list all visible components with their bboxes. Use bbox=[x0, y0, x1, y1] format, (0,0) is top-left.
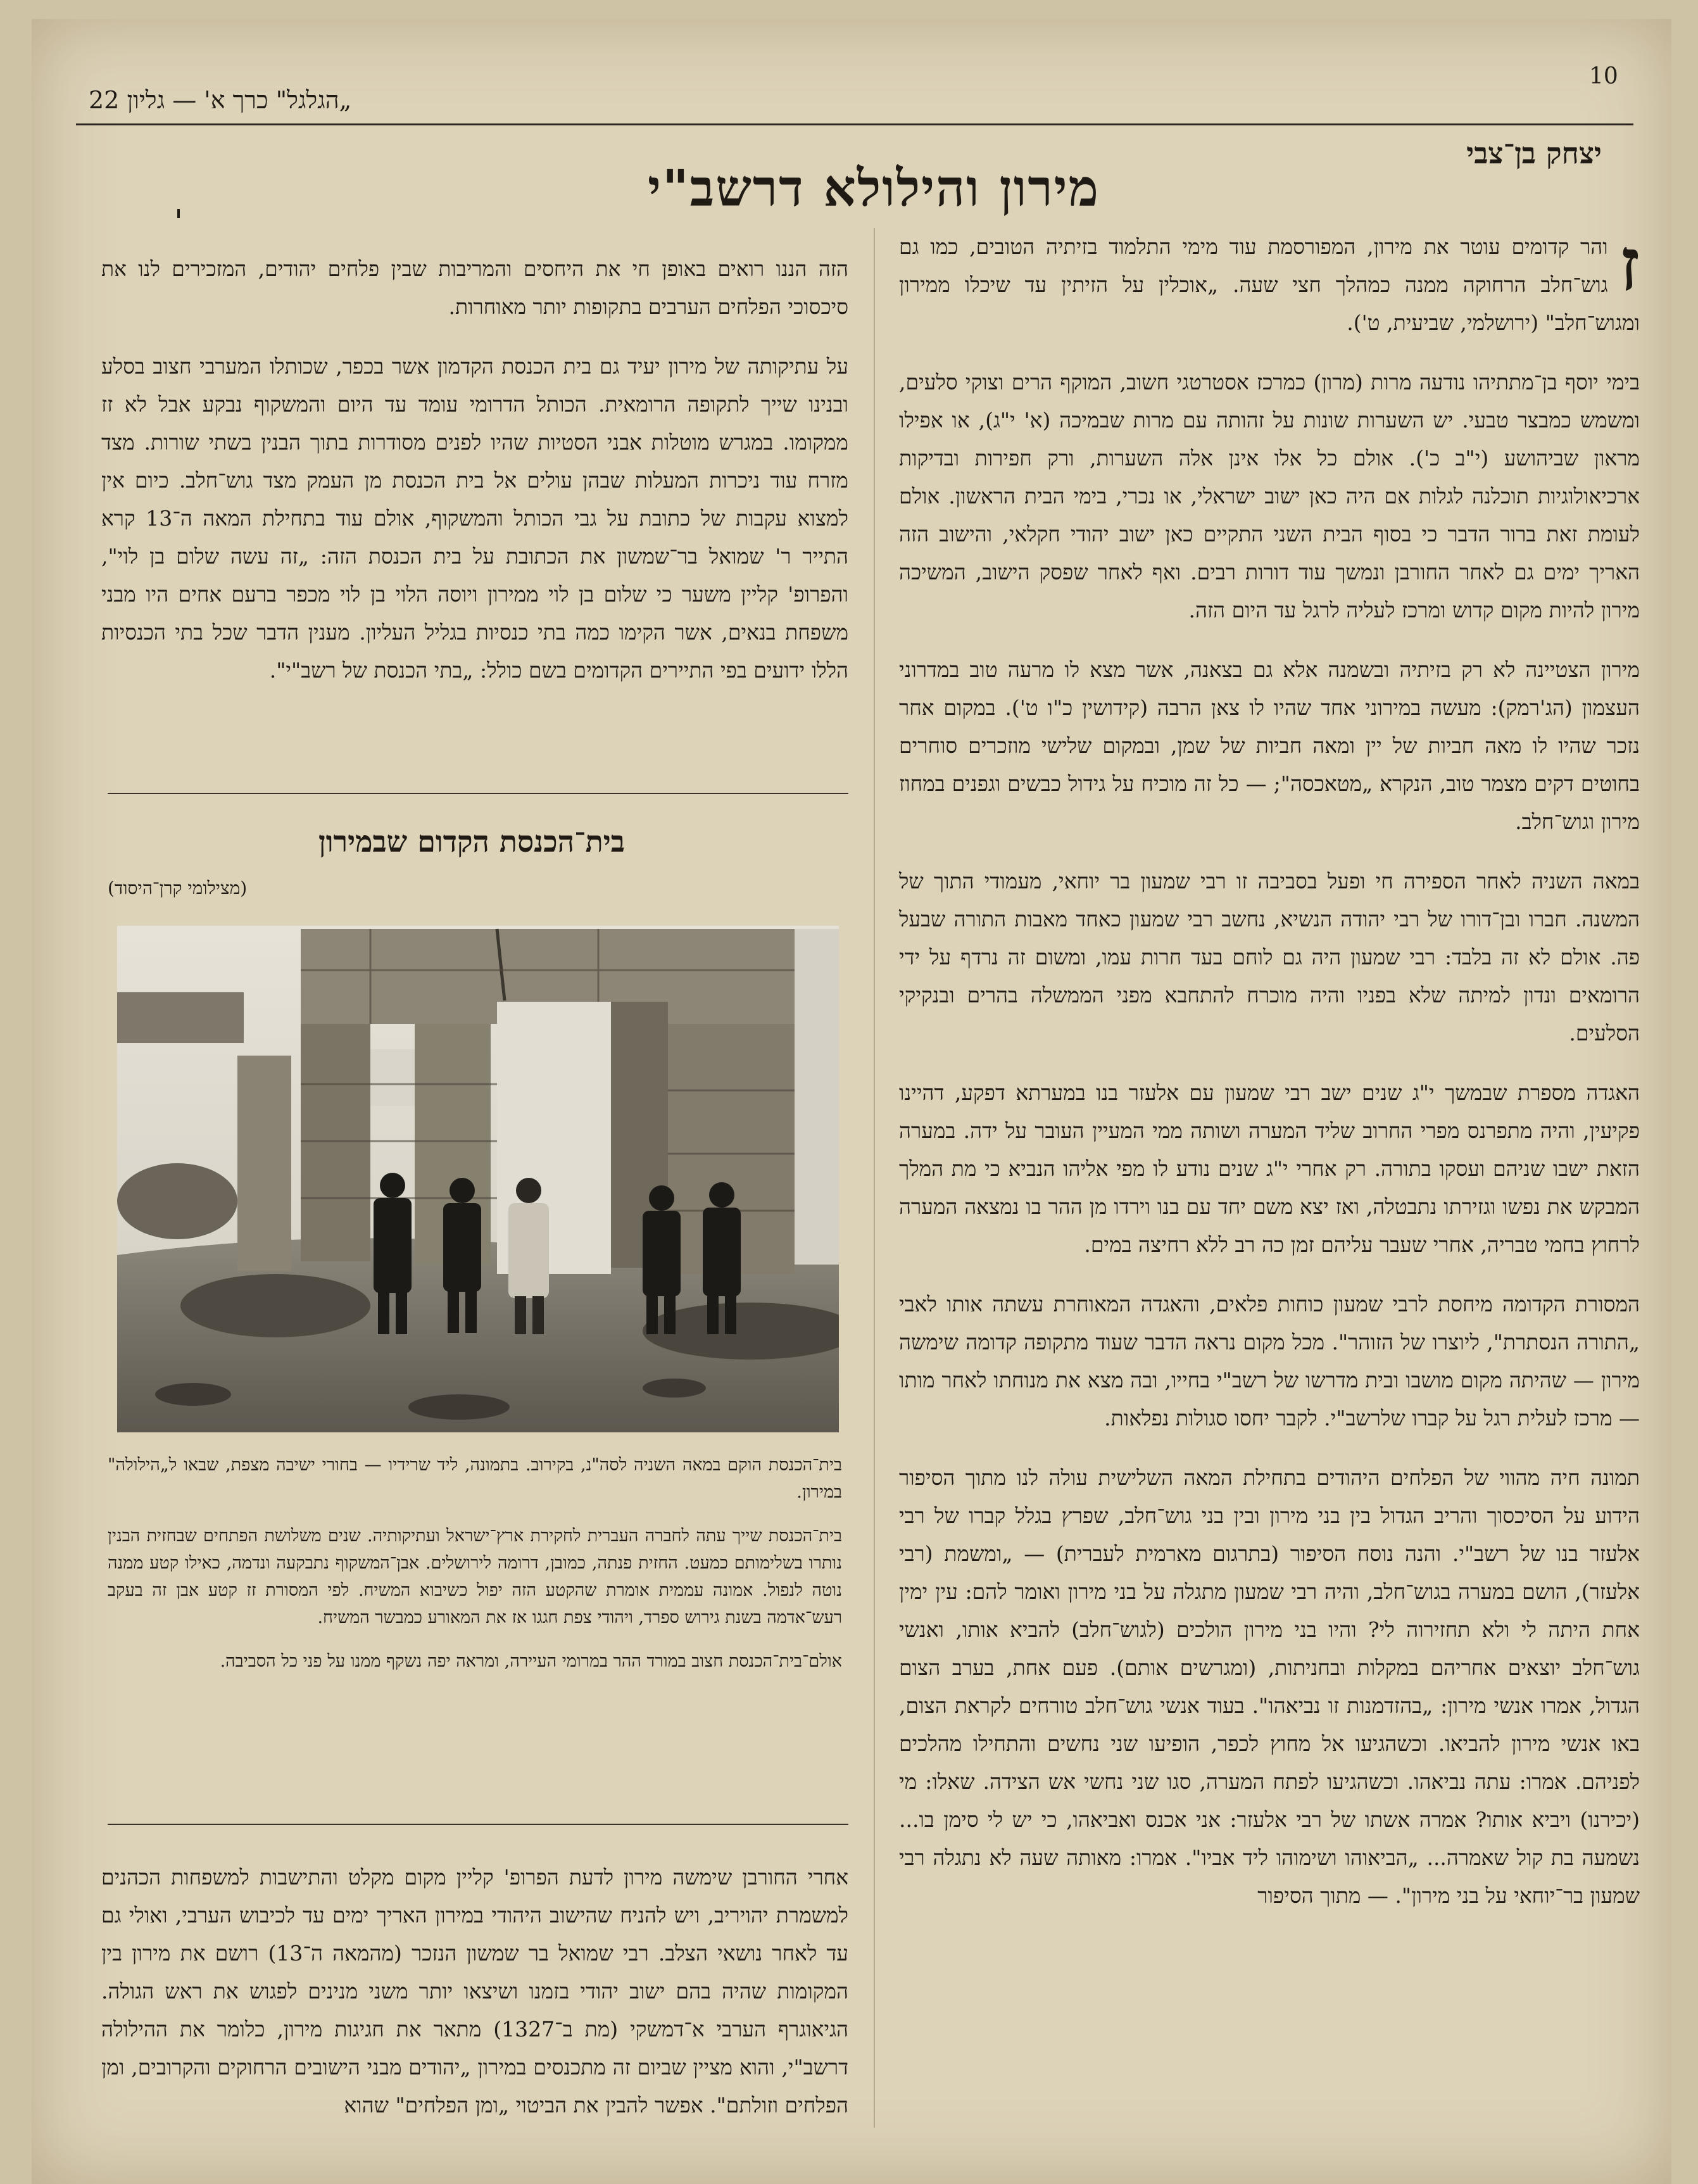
paragraph: אחרי החורבן שימשה מירון לדעת הפרופ' קליין מקום מקלט והתישבות למשפחות הכהנים למשמרת יהויריב, ויש להניח שהישוב היהודי במירון האריך ימים עד לכיבוש הערבי, ואולי גם עד לאחר נושאי הצלב. רבי שמואל בר שמשון הנזכר (מהמאה ה־13) רושם את מירון בין המקומות שהיה בהם ישוב יהודי בזמנו ושיצאו יותר משני מנינים לפגוש את ראש הגולה. הגיאוגרף הערבי א־דמשקי (מת ב־1327) מתאר את חגיגות מירון, כלומר את ההילולה דרשב"י, והוא מציין שביום זה מתכנסים במירון „יהודים מבני הישובים הרחוקים והקרובים, ומן הפלחים וזולתם". אפשר להבין את הביטוי „ומן הפלחים" שהוא bbox=[101, 1865, 848, 2118]
paragraph: על עתיקותה של מירון יעיד גם בית הכנסת הקדמון אשר בכפר, שכותלו המערבי חצוב בסלע ובנינו שייך לתקופה הרומאית. הכותל הדרומי עומד עד היום והמשקוף נבקע אבל לא זז ממקומו. במגרש מוטלות אבני הסטיות שהיו לפנים מסודרות בתוך הבנין בשתי שורות. מצד מזרח עוד ניכרות המעלות שבהן עולים אל בית הכנסת מן העמק מצד גוש־חלב. כיום אין למצוא עקבות של כתובת על גבי הכותל והמשקוף, אולם עוד בתחילת המאה ה־13 קרא התייר ר' שמואל בר־שמשון את הכתובת על בית הכנסת הזה: „זה עשה שלום בן לוי", והפרופ' קליין משער כי שלום בן לוי ממירון ויוסה הלוי בן לוי מכפר ברעם אחים היו מבני משפחת בנאים, אשר הקימו כמה בתי כנסיות בגליל העליון. מענין הדבר שכל בתי הכנסיות הללו ידועים בפי התיירים הקדומים בשם כולל: „בתי הכנסת של רשב"י". bbox=[101, 354, 848, 683]
right-column bbox=[899, 222, 1640, 1936]
synagogue-photo bbox=[117, 926, 839, 1432]
paragraph-text: והר קדומים עוטר את מירון, המפורסמת עוד מימי התלמוד בזיתיה הטובים, כמו גם גוש־חלב הרחוקה ממנה כמהלך חצי שעה. „אוכלין על הזיתין עד שיכלו ממירון ומגוש־חלב" (ירושלמי, שביעית, ט'). bbox=[899, 234, 1640, 335]
photo-illustration bbox=[117, 926, 839, 1432]
paragraph: במאה השניה לאחר הספירה חי ופעל בסביבה זו רבי שמעון בר יוחאי, מעמודי התוך של המשנה. חברו ובן־דורו של רבי יהודה הנשיא, נחשב רבי שמעון כאחד מאבות התורה שבעל פה. אולם לא זה בלבד: רבי שמעון היה גם לוחם בעד חרות עמו, ומשום זה נרדף על ידי הרומאים ונדון למיתה שלא בפניו והיה מוכרח להתחבא מפני הממשלה בהרים ובנקיקי הסלעים. bbox=[899, 869, 1640, 1045]
section-divider bbox=[108, 1824, 848, 1825]
author-name: יצחק בן־צבי bbox=[1466, 136, 1602, 170]
margin-mark bbox=[177, 209, 180, 218]
header-rule bbox=[76, 123, 1633, 125]
photo-credit: (מצילומי קרן־היסוד) bbox=[108, 878, 248, 899]
column-rule bbox=[874, 228, 875, 2128]
paragraph: תמונה חיה מהווי של הפלחים היהודים בתחילת המאה השלישית עולה לנו מתוך הסיפור הידוע על הסיכסוך והריב הגדול בין בני מירון ובין בני גוש־חלב, שפרץ בגלל קברו של רבי אלעזר בנו של רשב"י. והנה נוסח הסיפור (בתרגום מארמית לעברית) — „ומשמת (רבי אלעזר), הושם במערה בגוש־חלב, והיה רבי שמעון מתגלה על בני מירון ואומר להם: עין ימין אחת היתה לי ולא תחזירוה לי? והיו בני מירון הולכים (לגוש־חלב) להביא אותו, ואנשי גוש־חלב יוצאים אחריהם במקלות ובחניתות, (ומגרשים אותם). פעם אחת, בערב הצום הגדול, אמרו אנשי מירון: „בהזדמנות זו נביאהו". בעוד אנשי גוש־חלב טורחים לקראת הצום, באו אנשי מירון להביאו. וכשהגיעו אל מחוץ לכפר, הופיעו שני נחשים והתחילו מהלכים לפניהם. אמרו: עתה נביאהו. וכשהגיעו לפתח המערה, סגו שני נחשי אש הצידה. שאלו: מי (יכירנו) ויביא אותו? אמרה אשתו של רבי אלעזר: אני אכנס ואביאהו, כי יש לי סימן בו... נשמעה בת קול שאמרה... „הביאוהו ושימוהו ליד אביו". אמרו: מאותה שעה לא נתגלה רבי שמעון בר־יוחאי על בני מירון". — מתוך הסיפור bbox=[899, 1465, 1640, 1908]
left-column bbox=[101, 250, 848, 711]
paragraph: האגדה מספרת שבמשך י"ג שנים ישב רבי שמעון עם אלעזר בנו במערתא דפקע, דהיינו פקיעין, והיה מתפרנס מפרי החרוב שליד המערה ושותה ממי המעיין העובר על ידה. במערה הזאת ישבו שניהם ועסקו בתורה. רק אחרי י"ג שנים נודע לו מפי אליהו הנביא כי מת המלך המבקש את נפשו וגזירתו נתבטלה, ואז יצא משם יחד עם בנו וירדו מן ההר בו נמצאה המערה לרחוץ בחמי טבריה, אחרי שעבר עליהם זמן כה רב ללא רחיצה במים. bbox=[899, 1080, 1640, 1257]
paragraph: הזה הננו רואים באופן חי את היחסים והמריבות שבין פלחים יהודים, המזכירים לנו את סיכסוכי הפלחים הערבים בתקופות יותר מאוחרות. bbox=[101, 256, 848, 319]
photo-box-title: בית־הכנסת הקדום שבמירון bbox=[318, 824, 625, 859]
paragraph: מירון הצטיינה לא רק בזיתיה ובשמנה אלא גם בצאנה, אשר מצא לו מרעה טוב במדרוני העצמון (הג'רמק): מעשה במירוני אחד שהיו לו צאן הרבה (קידושין כ"ו ט'). במקום אחר נזכר שהיו לו מאה חביות של יין ומאה חביות של שמן, ובמקום שלישי מוזכרים סוחרים בחוטים דקים מצמר טוב, הנקרא „מטאכסה"; — כל זה מוכיח על גידול כבשים וגפנים במחוז מירון וגוש־חלב. bbox=[899, 657, 1640, 834]
bottom-left-column bbox=[101, 1859, 848, 2124]
drop-cap: ז bbox=[1619, 222, 1640, 308]
magazine-page bbox=[32, 19, 1671, 2184]
paragraph: המסורת הקדומה מיחסת לרבי שמעון כוחות פלאים, והאגדה המאוחרת עשתה אותו לאבי „התורה הנסתרת", ליוצרו של הזוהר". מכל מקום נראה הדבר שעוד מתקופה קדומה שימשה מירון — שהיתה מקום מושבו ובית מדרשו של רשב"י בחייו, ובה מצא את מנוחתו לאחר מותו — מרכז לעלית רגל על קברו שלרשב"י. לקבר יחסו סגולות נפלאות. bbox=[899, 1292, 1640, 1430]
paragraph: בימי יוסף בן־מתתיהו נודעה מרות (מרון) כמרכז אסטרטגי חשוב, המוקף הרים וצוקי סלעים, ומשמש כמבצר טבעי. יש השערות שונות על זהותה עם מרות שבמיכה (א' י"ג), או אפילו מראון שביהושע (י"ב כ'). אולם כל אלו אינן אלה השערות, ורק חפירות ובדיקות ארכיאולוגיות תוכלנה לגלות אם היה כאן ישוב ישראלי, או נכרי, בימי הבית הראשון. אולם לעומת זאת ברור הדבר כי בסוף הבית השני התקיים כאן ישוב יהודי חקלאי, והישוב הזה האריך ימים גם לאחר החורבן ונמשך עוד דורות רבים. ואף לאחר שפסק הישוב, המשיכה מירון להיות מקום קדוש ומרכז לעליה לרגל עד היום הזה. bbox=[899, 370, 1640, 622]
page-number: 10 bbox=[1589, 63, 1618, 89]
caption-paragraph: בית־הכנסת הוקם במאה השניה לסה"נ, בקירוב. בתמונה, ליד שרידיו — בחורי ישיבה מצפת, שבאו ל„הילולה" במירון. bbox=[108, 1455, 842, 1502]
photo-caption bbox=[108, 1451, 842, 1691]
article-title: מירון והילולא דרשב"י bbox=[647, 158, 1100, 218]
section-divider bbox=[108, 793, 848, 794]
caption-paragraph: אולם־בית־הכנסת חצוב במורד ההר במרומי העיירה, ומראה יפה נשקף ממנו על פני כל הסביבה. bbox=[220, 1651, 842, 1671]
paragraph bbox=[899, 222, 1640, 342]
running-header: „הגלגל" כרך א' — גליון 22 bbox=[89, 86, 352, 114]
caption-paragraph: בית־הכנסת שייך עתה לחברה העברית לחקירת ארץ־ישראל ועתיקותיה. שנים משלושת הפתחים שבחזית הבנין נותרו בשלימותם כמעט. החזית פנתה, כמובן, דרומה לירושלים. אבן־המשקוף נתבקעה ונדמה, כאילו קטע ממנה נוטה לנפול. אמונה עממית אומרת שהקטע הזה יפול כשיבוא המשיח. לפי המסורת זז קטע אבן זה בעקב רעש־אדמה בשנת גירוש ספרד, ויהודי צפת חגגו אז את המאורע כמבשר המשיח. bbox=[108, 1526, 842, 1627]
